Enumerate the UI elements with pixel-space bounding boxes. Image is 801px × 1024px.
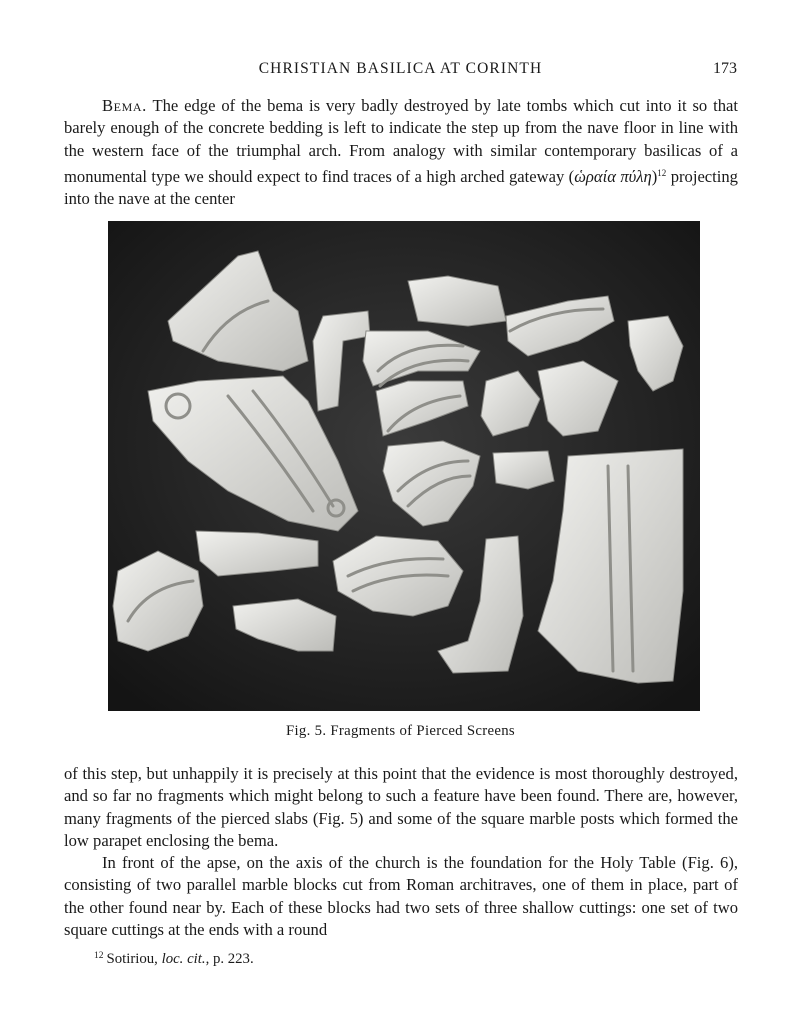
paragraph-text: ) (651, 166, 658, 186)
page-number: 173 (713, 60, 737, 77)
footnote-citation: loc. cit. (161, 951, 206, 967)
footnote-author: Sotiriou, (106, 951, 158, 967)
paragraph-bema (64, 95, 738, 210)
footnote-reference: 12 (657, 167, 667, 178)
screen-fragments-photo (108, 221, 700, 711)
paragraph-holy-table: In front of the apse, on the axis of the church is the foundation for the Holy Table (Fig. 6), consisting of two parallel marble blocks cut from Roman architraves, one of them in place, part of the other found near by. Each of these blocks had two sets of three shallow cuttings: one set of two square cuttings at the ends with a round (64, 853, 738, 939)
figure-photograph (108, 221, 700, 711)
paragraph-text: projecting into the nave at the center (64, 166, 738, 209)
running-header (0, 60, 801, 84)
greek-term: ὡραία πύλη (574, 166, 652, 186)
footnote-number: 12 (94, 951, 104, 961)
paragraph-continued: of this step, but unhappily it is precisely at this point that the evidence is most thoroughly destroyed, and so far no fragments which might belong to such a feature have been found. There are, however, many fragments of the pierced slabs (Fig. 5) and some of the square marble posts which formed the low parapet enclosing the bema. (64, 764, 738, 850)
section-heading-bema: Bema. (102, 96, 147, 115)
running-title: CHRISTIAN BASILICA AT CORINTH (258, 60, 543, 77)
paragraph-text: The edge of the bema is very badly destroyed by late tombs which cut into it so that barely enough of the concrete bedding is left to indicate the step up from the nave floor in line with the western face of the triumphal arch. From analogy with similar contemporary basilicas of a monumental type we should expect to find traces of a high arched gateway ( (64, 96, 738, 186)
figure-caption: Fig. 5. Fragments of Pierced Screens (285, 723, 515, 739)
footnote-page: , p. 223. (205, 951, 254, 967)
footnote (94, 951, 254, 968)
